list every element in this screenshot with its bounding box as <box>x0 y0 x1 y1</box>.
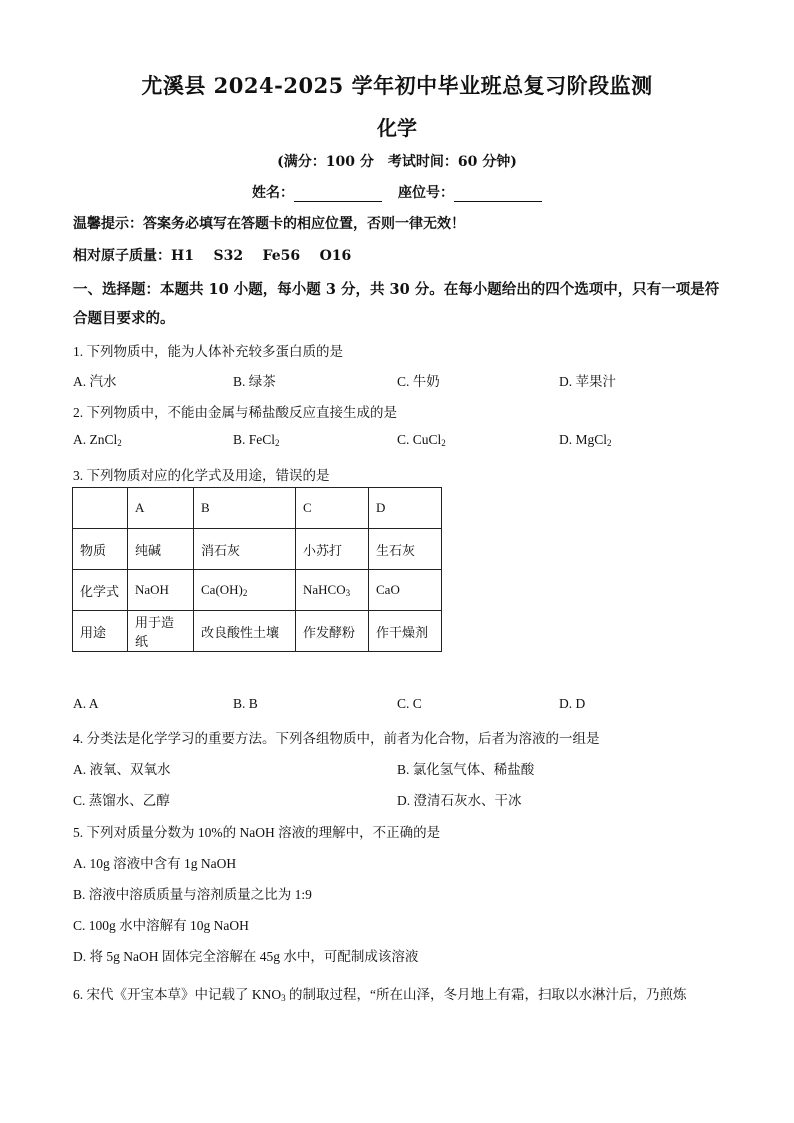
q4-option-c[interactable]: C. 蒸馏水、乙醇 <box>73 793 170 808</box>
table-cell: 生石灰 <box>369 529 442 570</box>
time-info: 考试时间：60 分钟) <box>387 154 517 170</box>
name-seat-line <box>0 182 794 202</box>
q5-option-c[interactable]: C. 100g 水中溶解有 10g NaOH <box>73 918 249 933</box>
table-cell: 作发酵粉 <box>296 611 369 652</box>
q5-option-d[interactable]: D. 将 5g NaOH 固体完全溶解在 45g 水中，可配制成该溶液 <box>73 949 419 964</box>
substance-table <box>72 487 442 652</box>
q3-option-c[interactable]: C. C <box>397 696 422 711</box>
table-cell: 用途 <box>73 611 128 652</box>
table-cell: 作干燥剂 <box>369 611 442 652</box>
q5-option-a[interactable]: A. 10g 溶液中含有 1g NaOH <box>73 856 237 871</box>
q4-option-a[interactable]: A. 液氧、双氧水 <box>73 762 171 777</box>
exam-title: 尤溪县 2024-2025 学年初中毕业班总复习阶段监测 <box>141 73 653 98</box>
question-6-stem: 6. 宋代《开宝本草》中记载了 $KNO_3$ 的制取过程，“所在山泽，冬月地上有霜，扫取以水淋汁后，乃煎炼 <box>73 987 687 1003</box>
subject-title: 化学 <box>377 116 417 140</box>
table-row <box>73 529 442 570</box>
q1-option-b[interactable]: B. 绿茶 <box>233 374 276 389</box>
table-cell: 纯碱 <box>128 529 194 570</box>
q4-option-b[interactable]: B. 氯化氢气体、稀盐酸 <box>397 762 535 777</box>
question-4-stem: 4. 分类法是化学学习的重要方法。下列各组物质中，前者为化合物，后者为溶液的一组是 <box>73 731 600 746</box>
table-cell: 消石灰 <box>194 529 296 570</box>
table-cell: 改良酸性土壤 <box>194 611 296 652</box>
table-cell <box>73 488 128 529</box>
warm-tip: 温馨提示：答案务必填写在答题卡的相应位置，否则一律无效！ <box>73 216 465 232</box>
table-cell: 化学式 <box>73 570 128 611</box>
seat-blank[interactable] <box>454 185 542 202</box>
q1-option-d[interactable]: D. 苹果汁 <box>559 374 616 389</box>
q2-option-c[interactable]: C. CuCl$_2$ <box>397 432 446 448</box>
table-cell: NaHCO$_3$ <box>296 570 369 611</box>
question-5-stem: 5. 下列对质量分数为 10%的 NaOH 溶液的理解中，不正确的是 <box>73 825 441 840</box>
table-cell: 物质 <box>73 529 128 570</box>
question-3-stem: 3. 下列物质对应的化学式及用途，错误的是 <box>73 468 330 483</box>
score-info: (满分：100 分 <box>277 154 374 170</box>
q5-option-b[interactable]: B. 溶液中溶质质量与溶剂质量之比为 1:9 <box>73 887 312 902</box>
exam-info <box>0 151 794 171</box>
q2-option-b[interactable]: B. FeCl$_2$ <box>233 432 280 448</box>
table-cell: NaOH <box>128 570 194 611</box>
table-cell: CaO <box>369 570 442 611</box>
q1-option-a[interactable]: A. 汽水 <box>73 374 117 389</box>
table-row <box>73 570 442 611</box>
q2-option-a[interactable]: A. ZnCl$_2$ <box>73 432 122 448</box>
q3-option-d[interactable]: D. D <box>559 696 586 711</box>
table-header-b: B <box>194 488 296 529</box>
q4-option-d[interactable]: D. 澄清石灰水、干冰 <box>397 793 522 808</box>
table-cell: 用于造纸 <box>128 611 194 652</box>
table-cell: $Ca(OH)_2$ <box>194 570 296 611</box>
q3-option-b[interactable]: B. B <box>233 696 258 711</box>
question-1-stem: 1. 下列物质中，能为人体补充较多蛋白质的是 <box>73 344 343 359</box>
seat-label: 座位号： <box>398 185 454 201</box>
table-row <box>73 611 442 652</box>
section-heading: 一、选择题：本题共 10 小题，每小题 3 分，共 30 分。在每小题给出的四个选项中，只有一项是符合题目要求的。 <box>73 281 720 327</box>
question-2-stem: 2. 下列物质中，不能由金属与稀盐酸反应直接生成的是 <box>73 405 397 420</box>
q1-option-c[interactable]: C. 牛奶 <box>397 374 440 389</box>
table-header-a: A <box>128 488 194 529</box>
table-header-c: C <box>296 488 369 529</box>
name-label: 姓名： <box>252 185 294 201</box>
table-cell: 小苏打 <box>296 529 369 570</box>
q2-option-d[interactable]: D. MgCl$_2$ <box>559 432 612 448</box>
table-header-row <box>73 488 442 529</box>
atomic-mass: 相对原子质量：H1 S32 Fe56 O16 <box>73 248 352 264</box>
q3-option-a[interactable]: A. A <box>73 696 99 711</box>
name-blank[interactable] <box>294 185 382 202</box>
table-header-d: D <box>369 488 442 529</box>
